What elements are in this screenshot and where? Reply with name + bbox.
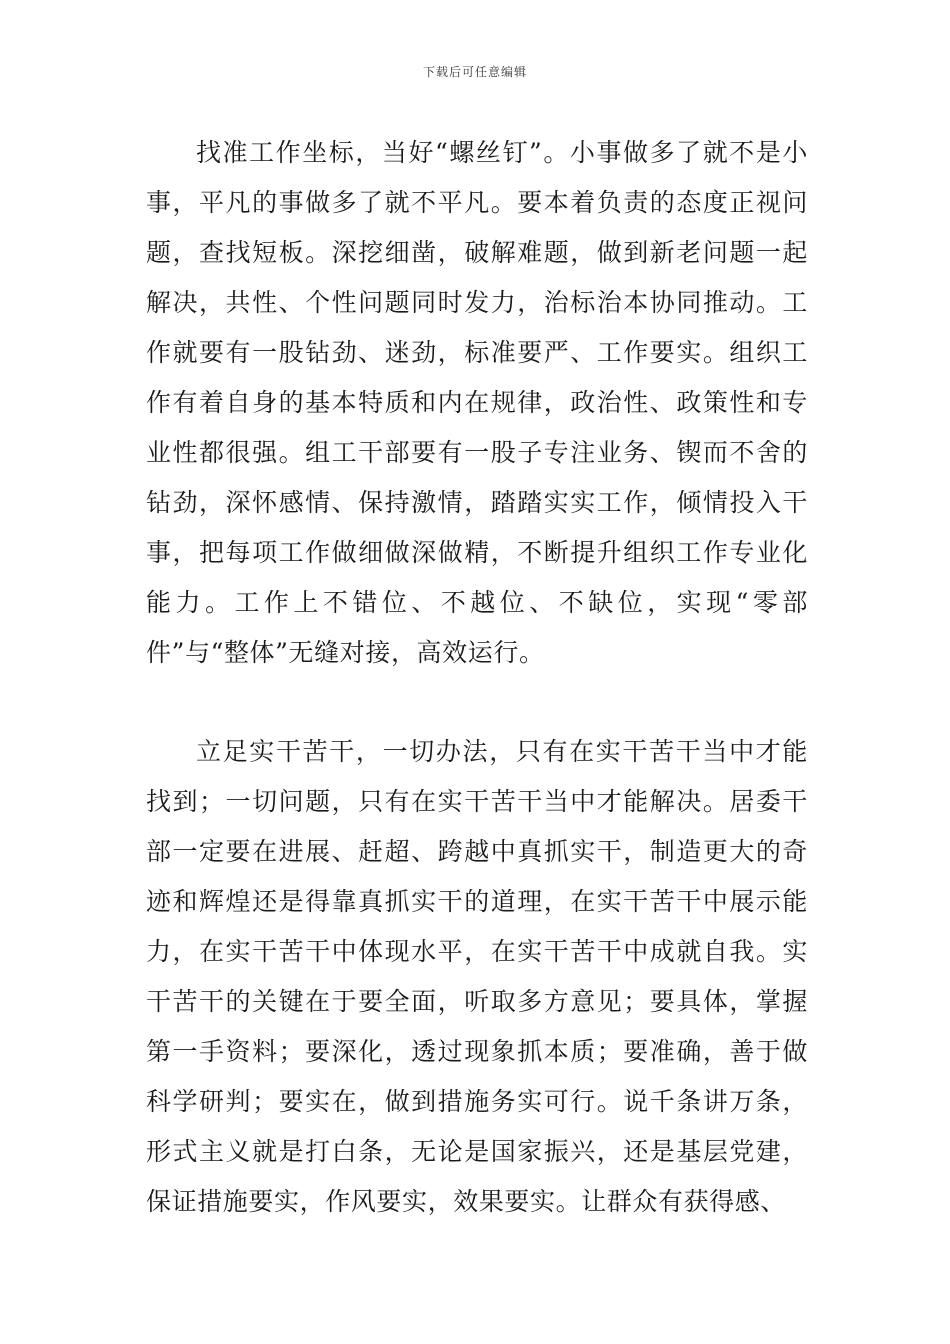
- document-body: [146, 128, 808, 1227]
- paragraph-2: 立足实干苦干，一切办法，只有在实干苦干当中才能找到；一切问题，只有在实干苦干当中才能解决。居委干部一定要在进展、赶超、跨越中真抓实干，制造更大的奇迹和辉煌还是得靠真抓实干的道理，在实干苦干中展示能力，在实干苦干中体现水平，在实干苦干中成就自我。实干苦干的关键在于要全面，听取多方意见；要具体，掌握第一手资料；要深化，透过现象抓本质；要准确，善于做科学研判；要实在，做到措施务实可行。说千条讲万条，形式主义就是打白条，无论是国家振兴，还是基层党建，保证措施要实，作风要实，效果要实。让群众有获得感、: [146, 737, 808, 1216]
- paragraph-1: 找准工作坐标，当好“螺丝钉”。小事做多了就不是小事，平凡的事做多了就不平凡。要本着负责的态度正视问题，查找短板。深挖细凿，破解难题，做到新老问题一起解决，共性、个性问题同时发力，治标治本协同推动。工作就要有一股钻劲、迷劲，标准要严、工作要实。组织工作有着自身的基本特质和内在规律，政治性、政策性和专业性都很强。组工干部要有一股子专注业务、锲而不舍的钻劲，深怀感情、保持激情，踏踏实实工作，倾情投入干事，把每项工作做细做深做精，不断提升组织工作专业化能力。工作上不错位、不越位、不缺位，实现“零部件”与“整体”无缝对接，高效运行。: [146, 138, 808, 667]
- page-header: 下载后可任意编辑: [422, 65, 527, 79]
